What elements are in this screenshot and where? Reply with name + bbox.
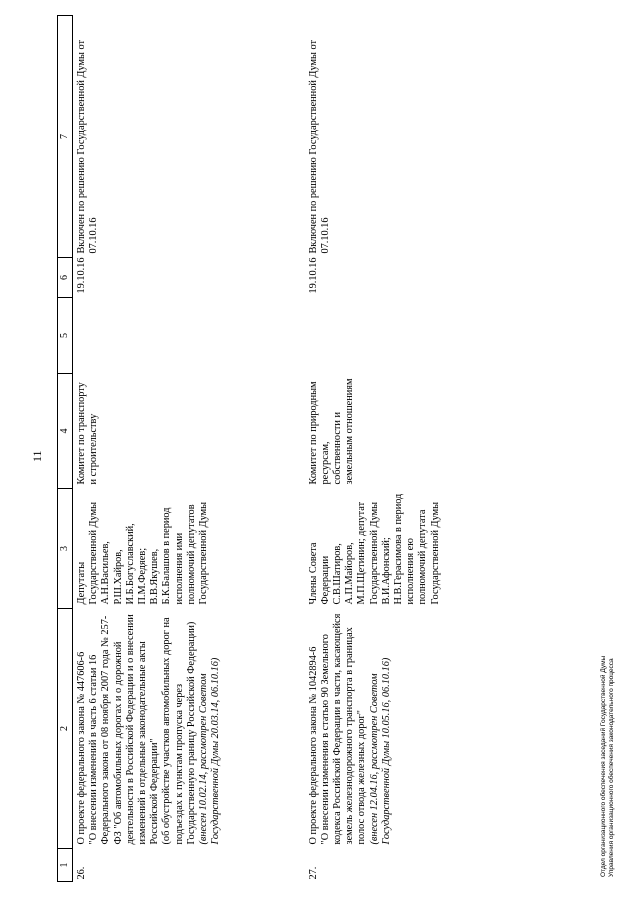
committee-cell: Комитет по транспорту и строительству [76,382,100,485]
bill-title: "О внесении изменений в часть 6 статьи 16 Федерального закона от 08 ноября 2007 года № 257-ФЗ "Об автомобильных дорогах и о дорожной деятельности в Российской Федерации и о внесении изменений в отдельные законодательные акты Российской Федерации" [88,614,161,845]
col5-cell [73,298,305,374]
col-header-1: 1 [58,849,73,882]
col-header-4: 4 [58,374,73,489]
col5-cell [305,298,442,374]
agenda-table [57,15,442,882]
col-header-2: 2 [58,609,73,849]
decision-cell: Включен по решению Государственной Думы от 07.10.16 [307,40,331,254]
decision-cell: Включен по решению Государственной Думы от 07.10.16 [76,40,100,254]
page-number: 11 [30,450,44,462]
row-number: 27. [307,866,319,880]
initiators-cell: Депутаты Государственной Думы А.Н.Васильев, Р.Ш.Хайров, И.Б.Богуславский, П.М.Федяев; В.В.Якушев, Б.К.Балашов в период исполнения ими полномочий депутатов Государственной Думы [76,501,210,605]
bill-note: (внесен 10.02.14, рассмотрен Советом Государственной Думы 20.03.14, 06.10.16) [198,657,222,845]
col-header-7: 7 [58,16,73,258]
bill-subtitle: (об обустройстве участков автомобильных дорог на подъездах к пунктам пропуска через Государственную границу Российской Федерации) [161,617,197,845]
bill-title: "О внесении изменения в статью 90 Земельного кодекса Российской Федерации в части, касающейся земель железнодорожного транспорта в границах полос отвода железных дорог" [319,613,368,845]
bill-number-line: О проекте федерального закона № 447606-6 [76,651,87,845]
document-footer [600,656,616,877]
footer-line-1: Отдел организационного обеспечения заседаний Государственной Думы [600,655,607,877]
table-row [73,16,305,882]
col-header-3: 3 [58,489,73,609]
bill-title-cell [73,609,305,849]
bill-title-cell [305,609,442,849]
bill-note: (внесен 12.04.16, рассмотрен Советом Государственной Думы 10.05.16, 06.10.16) [368,657,392,845]
header-row [58,16,73,882]
date-cell: 19.10.16 [76,257,87,294]
committee-cell: Комитет по природным ресурсам, собственности и земельным отношениям [307,378,356,485]
col-header-6: 6 [58,258,73,298]
col-header-5: 5 [58,298,73,374]
initiators-cell: Члены Совета Федерации С.В.Шатиров, А.П.Майоров, М.П.Щетинин; депутат Государственной Думы В.И.Афонский; Н.В.Герасимова в период исполнения ею полномочий депутата Государственной Думы [307,493,441,605]
table-row [305,16,442,882]
row-number: 26. [76,866,87,880]
date-cell: 19.10.16 [307,257,319,294]
bill-number-line: О проекте федерального закона № 1042894-6 [307,646,319,845]
footer-line-2: Управления организационного обеспечения законодательного процесса [608,658,615,877]
